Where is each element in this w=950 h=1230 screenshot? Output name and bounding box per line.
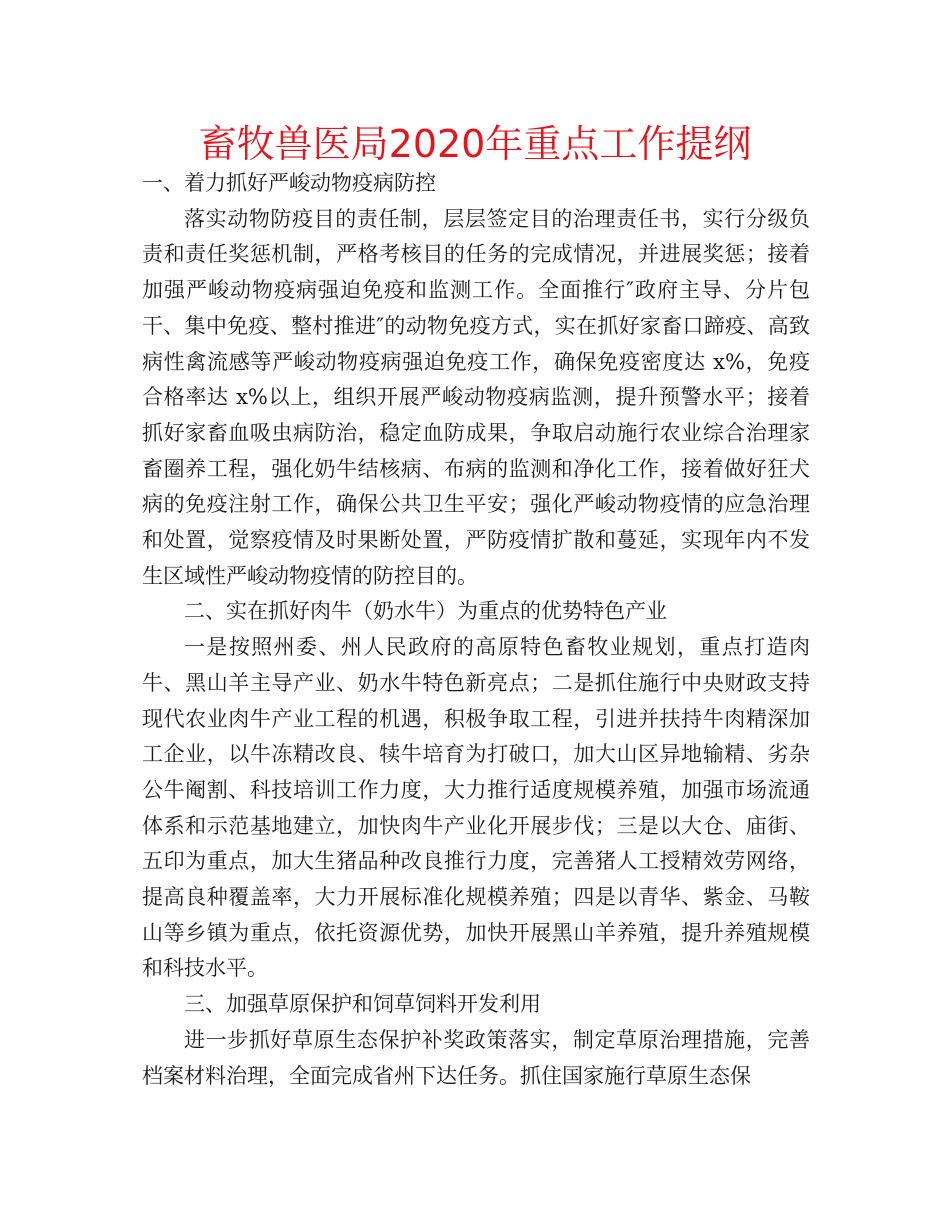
section3-heading: 三、加强草原保护和饲草饲料开发利用 [184,992,541,1017]
section2-heading: 二、实在抓好肉牛（奶水牛）为重点的优势特色产业 [184,599,667,624]
document-body [142,166,810,1094]
section3-paragraph: 进一步抓好草原生态保护补奖政策落实，制定草原治理措施，完善档案材料治理，全面完成省州下达任务。抓住国家施行草原生态保 [142,1027,810,1088]
section1-heading: 一、着力抓好严峻动物疫病防控 [142,171,436,195]
section1-paragraph: 落实动物防疫目的责任制，层层签定目的治理责任书，实行分级负责和责任奖惩机制，严格考核目的任务的完成情况，并进展奖惩；接着加强严峻动物疫病强迫免疫和监测工作。全面推行″政府主导、分片包干、集中免疫、整村推进″的动物免疫方式，实在抓好家畜口蹄疫、高致病性禽流感等严峻动物疫病强迫免疫工作，确保免疫密度达 x%，免疫合格率达 x%以上，组织开展严峻动物疫病监测，提升预警水平；接着抓好家畜血吸虫病防治，稳定血防成果，争取启动施行农业综合治理家畜圈养工程，强化奶牛结核病、布病的监测和净化工作，接着做好狂犬病的免疫注射工作，确保公共卫生平安；强化严峻动物疫情的应急治理和处置，觉察疫情及时果断处置，严防疫情扩散和蔓延，实现年内不发生区域性严峻动物疫情的防控目的。 [142,206,810,588]
document-title: 畜牧兽医局2020年重点工作提纲 [198,122,752,166]
section2-paragraph: 一是按照州委、州人民政府的高原特色畜牧业规划，重点打造肉牛、黑山羊主导产业、奶水牛特色新亮点；二是抓住施行中央财政支持现代农业肉牛产业工程的机遇，积极争取工程，引进并扶持牛肉精深加工企业，以牛冻精改良、犊牛培育为打破口，加大山区异地输精、劣杂公牛阉割、科技培训工作力度，大力推行适度规模养殖，加强市场流通体系和示范基地建立，加快肉牛产业化开展步伐；三是以大仓、庙街、五印为重点，加大生猪品种改良推行力度，完善猪人工授精效劳网络，提高良种覆盖率，大力开展标准化规模养殖；四是以青华、紫金、马鞍山等乡镇为重点，依托资源优势，加快开展黑山羊养殖，提升养殖规模和科技水平。 [142,635,810,981]
